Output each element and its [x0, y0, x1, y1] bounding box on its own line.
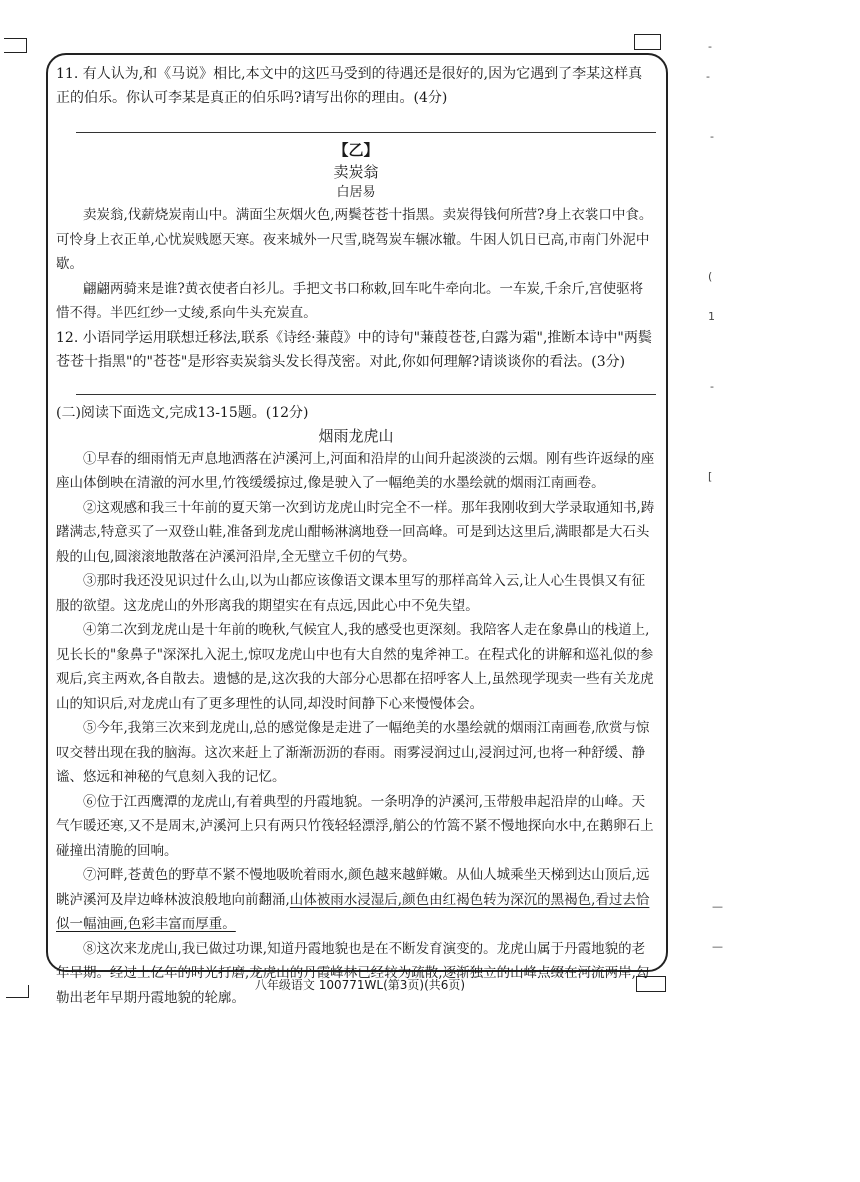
underlined-sentence: 山体被雨水浸湿后,颜色由红褐色转为深沉的黑褐色,看过去恰似一幅油画,色彩丰富而厚重。: [56, 891, 650, 932]
margin-mark: [: [708, 470, 713, 483]
article-paragraph-1: ①早春的细雨悄无声息地洒落在泸溪河上,河面和沿岸的山间升起淡淡的云烟。刚有些许返绿的座座山体倒映在清澈的河水里,竹筏缓缓掠过,像是驶入了一幅绝美的水墨绘就的烟雨江南画卷。: [56, 450, 655, 491]
poem-author: 白居易: [336, 185, 376, 200]
paragraph-7-text: ⑦河畔,苍黄色的野草不紧不慢地吸吮着雨水,颜色越来越鲜嫩。从仙人城乘坐天梯到达山顶后,远眺泸溪河及岸边峰林波浪般地向前翻涌,: [56, 867, 650, 908]
article-paragraph-2: ②这观感和我三十年前的夏天第一次到访龙虎山时完全不一样。那年我刚收到大学录取通知书,踌躇满志,特意买了一双登山鞋,准备到龙虎山酣畅淋漓地登一回高峰。可是到达这里后,满眼都是大石头般的山包,圆滚滚地散落在泸溪河沿岸,全无壁立千仞的气势。: [56, 499, 655, 565]
exam-content: [56, 62, 656, 1010]
answer-line-12[interactable]: [76, 380, 656, 395]
article-paragraph-3: ③那时我还没见识过什么山,以为山都应该像语文课本里写的那样高耸入云,让人心生畏惧又有征服的欲望。这龙虎山的外形离我的期望实在有点远,因此心中不免失望。: [56, 573, 646, 614]
margin-mark: -: [708, 40, 712, 53]
article-paragraph-6: ⑥位于江西鹰潭的龙虎山,有着典型的丹霞地貌。一条明净的泸溪河,玉带般串起沿岸的山峰。天气乍暖还寒,又不是周末,泸溪河上只有两只竹筏轻轻漂浮,艄公的竹篙不紧不慢地探向水中,在鹅卵石上碰撞出清脆的回响。: [56, 793, 654, 859]
page-footer: 八年级语文 100771WL(第3页)(共6页): [254, 978, 466, 992]
article-title: 烟雨龙虎山: [318, 426, 394, 445]
part-2-heading: (二)阅读下面选文,完成13-15题。(12分): [56, 404, 309, 421]
corner-marker-top-left: [4, 38, 27, 53]
question-11: 11. 有人认为,和《马说》相比,本文中的这匹马受到的待遇还是很好的,因为它遇到了李某这样真正的伯乐。你认可李某是真正的伯乐吗?请写出你的理由。(4分): [56, 66, 643, 106]
poem-stanza-2: 翩翩两骑来是谁?黄衣使者白衫儿。手把文书口称敕,回车叱牛牵向北。一车炭,千余斤,宫使驱将惜不得。半匹红纱一丈绫,系向牛头充炭直。: [56, 280, 644, 321]
margin-mark: -: [710, 380, 714, 393]
article-paragraph-5: ⑤今年,我第三次来到龙虎山,总的感觉像是走进了一幅绝美的水墨绘就的烟雨江南画卷,欣赏与惊叹交替出现在我的脑海。这次来赶上了渐渐沥沥的春雨。雨雾浸润过山,浸润过河,也将一种舒缓、静谧、悠远和神秘的气息刻入我的记忆。: [56, 720, 650, 785]
poem-stanza-1: 卖炭翁,伐薪烧炭南山中。满面尘灰烟火色,两鬓苍苍十指黑。卖炭得钱何所营?身上衣裳口中食。可怜身上衣正单,心忧炭贱愿天寒。夜来城外一尺雪,晓驾炭车辗冰辙。牛困人饥日已高,市南门外泥中歇。: [56, 207, 653, 272]
poem-title: 卖炭翁: [333, 163, 379, 181]
margin-mark: —: [712, 900, 723, 913]
article-paragraph-4: ④第二次到龙虎山是十年前的晚秋,气候宜人,我的感受也更深刻。我陪客人走在象鼻山的栈道上,见长长的"象鼻子"深深扎入泥土,惊叹龙虎山中也有大自然的鬼斧神工。在程式化的讲解和巡礼似的参观后,宾主两欢,各自散去。遗憾的是,这次我的大部分心思都在招呼客人上,虽然现学现卖一些有关龙虎山的知识后,对龙虎山有了更多理性的认同,却没时间静下心来慢慢体会。: [56, 622, 654, 712]
article-paragraph-8: ⑧这次来龙虎山,我已做过功课,知道丹霞地貌也是在不断发育演变的。龙虎山属于丹霞地貌的老年早期。经过上亿年的时光打磨,龙虎山的丹霞峰林已经较为疏散,逐渐独立的山峰点缀在河流两岸,勾勒出老年早期丹霞地貌的轮廓。: [56, 940, 650, 1006]
margin-mark: -: [710, 130, 714, 143]
question-12: 12. 小语同学运用联想迁移法,联系《诗经·蒹葭》中的诗句"蒹葭苍苍,白露为霜",推断本诗中"两鬓苍苍十指黑"的"苍苍"是形容卖炭翁头发长得茂密。对此,你如何理解?请谈谈你的看法。(3分): [56, 329, 652, 370]
article-paragraph-7: [56, 863, 656, 937]
margin-mark: -: [706, 70, 710, 83]
answer-line-11[interactable]: [76, 118, 656, 133]
margin-mark: —: [712, 940, 723, 953]
margin-mark: 1: [708, 310, 715, 323]
corner-marker-top-right: [634, 34, 661, 50]
section-label-yi: 【乙】: [333, 141, 379, 159]
margin-mark: (: [708, 270, 713, 283]
